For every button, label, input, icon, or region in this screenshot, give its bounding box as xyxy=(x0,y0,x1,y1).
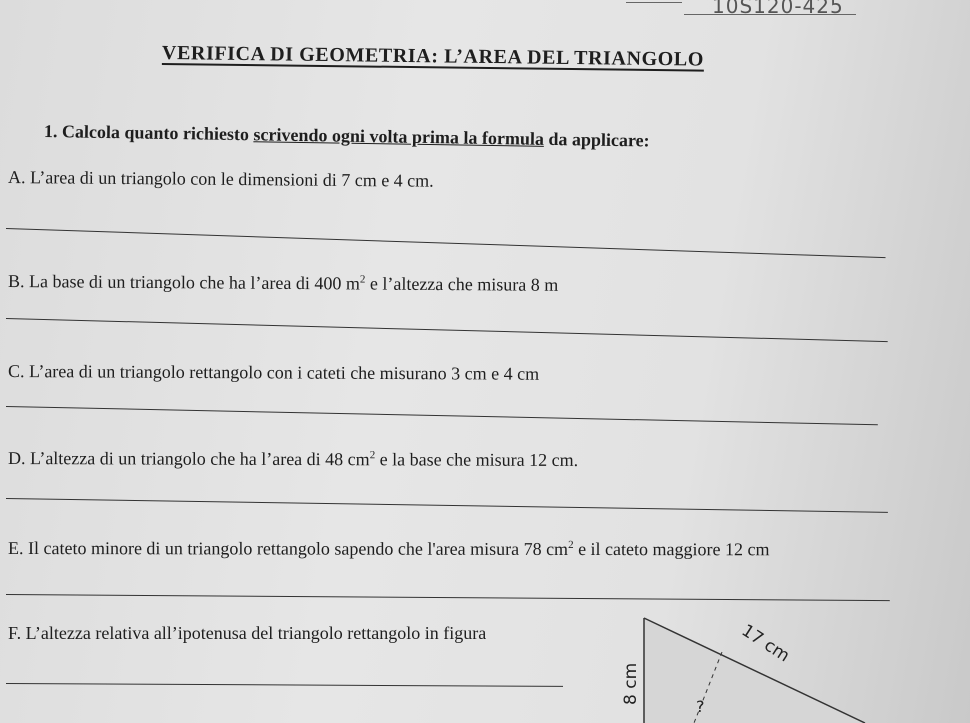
instruction-underlined: scrivendo ogni volta prima la formula xyxy=(253,124,545,149)
question-a: A. L’area di un triangolo con le dimensioni di 7 cm e 4 cm. xyxy=(7,167,434,191)
page-title: VERIFICA DI GEOMETRIA: L’AREA DEL TRIANGOLO xyxy=(161,42,705,71)
question-e-text: e il cateto maggiore 12 cm xyxy=(573,538,770,560)
instruction-suffix: da applicare: xyxy=(543,128,650,151)
header-rule xyxy=(626,2,682,3)
question-d xyxy=(8,448,578,471)
question-b-value: 400 m xyxy=(314,273,360,294)
answer-line-f[interactable] xyxy=(6,683,563,687)
question-d-text: D. L’altezza di un triangolo che ha l’area di xyxy=(7,448,326,470)
instruction xyxy=(44,121,650,152)
question-e xyxy=(8,538,770,560)
question-d-text: e la base che misura 12 cm. xyxy=(375,449,579,470)
question-e-value: 78 cm xyxy=(523,538,569,559)
right-triangle-figure xyxy=(600,600,970,723)
question-b-text: B. La base di un triangolo che ha l’area di xyxy=(7,271,315,294)
instruction-prefix: 1. Calcola quanto richiesto xyxy=(43,121,254,145)
answer-line-d[interactable] xyxy=(6,498,888,513)
question-f: F. L’altezza relativa all’ipotenusa del triangolo rettangolo in figura xyxy=(8,623,487,643)
answer-line-a[interactable] xyxy=(6,228,886,258)
question-e-text: E. Il cateto minore di un triangolo rettangolo sapendo che l'area misura xyxy=(7,538,524,559)
unknown-height-label: ? xyxy=(696,697,705,716)
superscript: 2 xyxy=(369,449,376,462)
question-b xyxy=(8,271,558,296)
question-d-value: 48 cm xyxy=(325,449,370,470)
question-b-text: e l’altezza che misura 8 m xyxy=(365,273,559,295)
document-number: 10S120-425 xyxy=(712,0,844,18)
answer-line-b[interactable] xyxy=(6,318,888,342)
hypotenuse-label: 17 cm xyxy=(737,620,794,667)
superscript: 2 xyxy=(359,273,366,286)
superscript: 2 xyxy=(568,538,574,551)
answer-line-c[interactable] xyxy=(6,406,878,425)
question-c: C. L’area di un triangolo rettangolo con i cateti che misurano 3 cm e 4 cm xyxy=(7,361,540,384)
leg-label: 8 cm xyxy=(621,662,641,705)
